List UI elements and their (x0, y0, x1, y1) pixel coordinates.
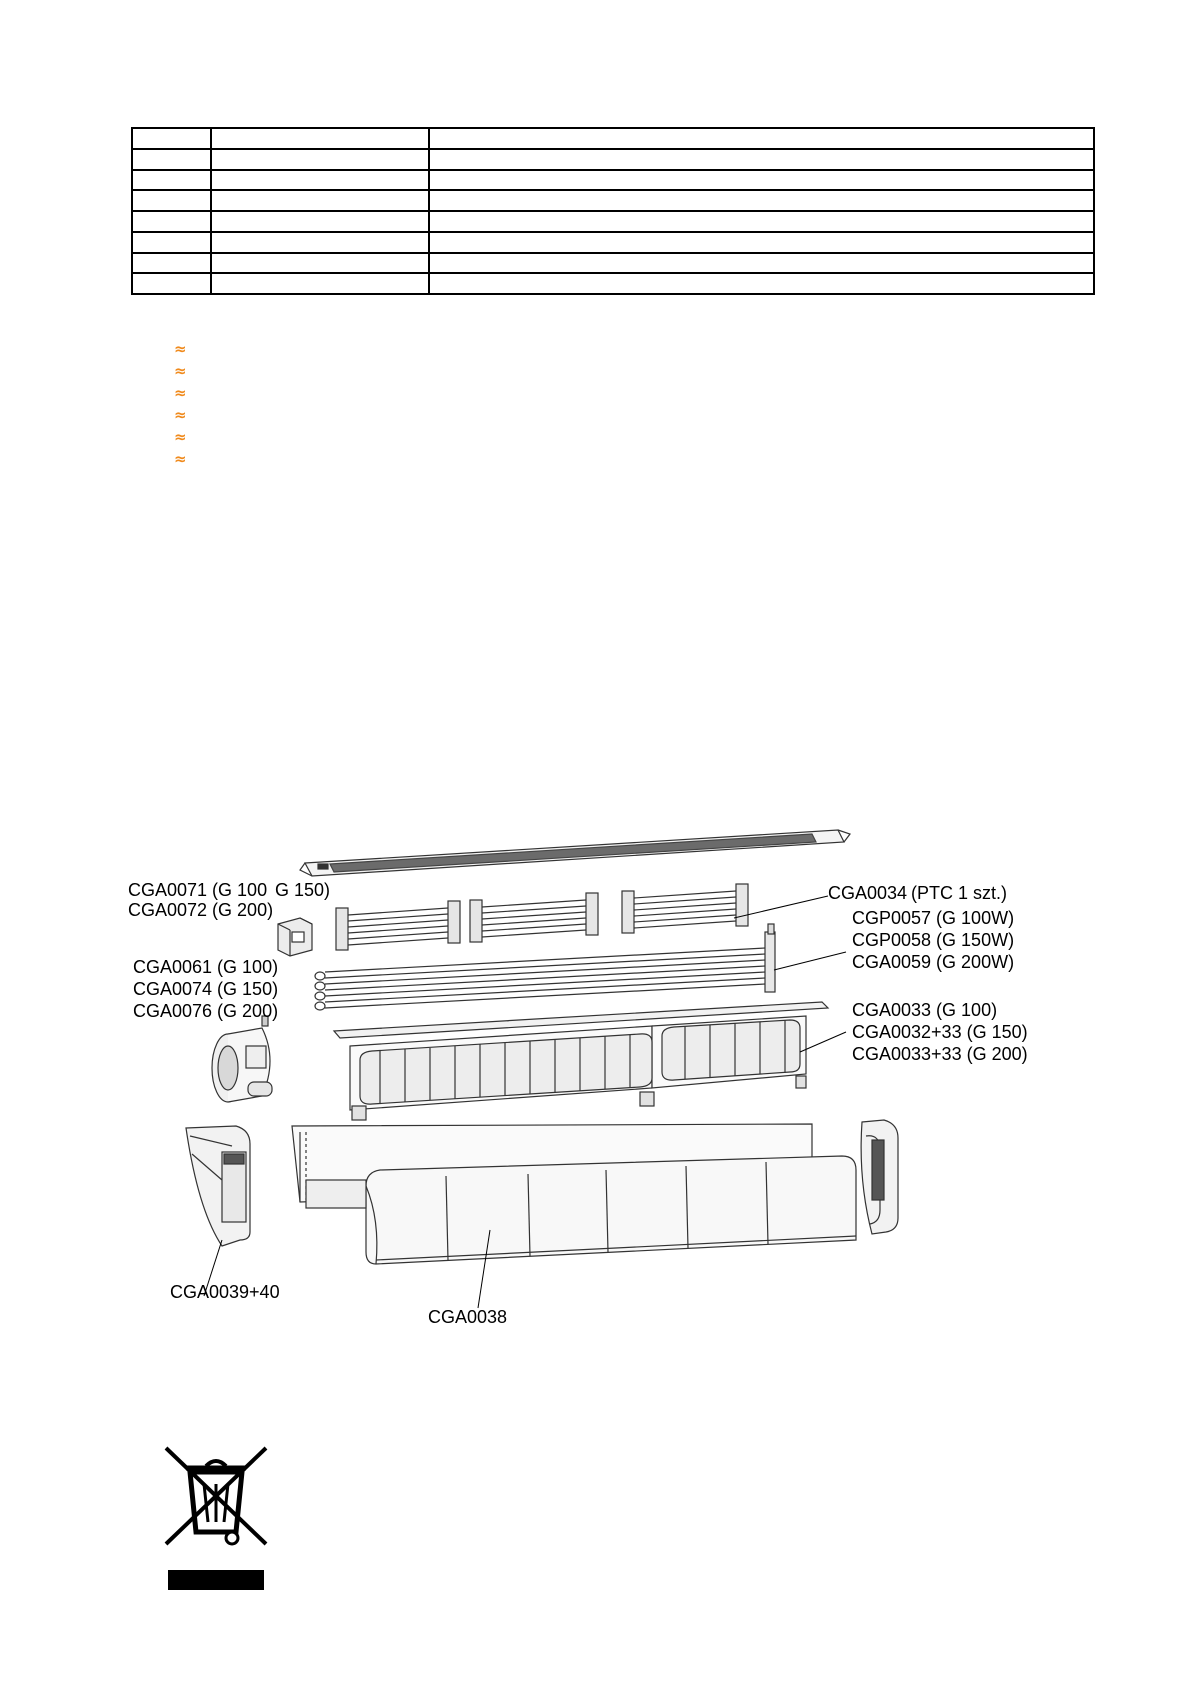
table-row (132, 190, 1094, 211)
label-cga0059: CGA0059 (G 200W) (852, 952, 1015, 972)
table-cell (211, 211, 429, 232)
exploded-parts-diagram (0, 820, 1191, 1340)
label-cga0072: CGA0072 (G 200) (128, 900, 274, 920)
parts-table (131, 127, 1095, 295)
label-cga0033-33: CGA0033+33 (G 200) (852, 1044, 1028, 1064)
heat-wave-icon: ≈ (174, 340, 185, 358)
table-cell (211, 128, 429, 149)
table-cell (429, 149, 1094, 170)
label-cga0039-40: CGA0039+40 (170, 1282, 280, 1302)
list-item (174, 382, 185, 404)
ptc-heater-1 (336, 901, 460, 950)
ptc-heater-2 (470, 893, 598, 942)
label-ptc: (PTC 1 szt.) (911, 883, 1008, 903)
table-cell (132, 149, 211, 170)
heat-wave-icon: ≈ (174, 406, 185, 424)
side-panel-left (186, 1126, 250, 1246)
table-row (132, 211, 1094, 232)
heat-wave-icon: ≈ (174, 362, 185, 380)
table-cell (132, 170, 211, 191)
table-row (132, 273, 1094, 294)
table-cell (132, 190, 211, 211)
table-row (132, 149, 1094, 170)
table-cell (211, 190, 429, 211)
table-cell (132, 273, 211, 294)
label-cgp0057: CGP0057 (G 100W) (852, 908, 1015, 928)
grille-cover (300, 830, 850, 876)
fan-assembly (334, 1002, 828, 1120)
table-cell (211, 273, 429, 294)
table-row (132, 170, 1094, 191)
label-cga0032-33: CGA0032+33 (G 150) (852, 1022, 1028, 1042)
bullet-list (174, 338, 185, 470)
table-cell (211, 232, 429, 253)
list-item (174, 404, 185, 426)
list-item (174, 338, 185, 360)
table-row (132, 232, 1094, 253)
label-cga0033: CGA0033 (G 100) (852, 1000, 998, 1020)
table-cell (132, 128, 211, 149)
table-cell (132, 211, 211, 232)
terminal-block (278, 918, 312, 956)
table-cell (429, 190, 1094, 211)
table-cell (429, 128, 1094, 149)
table-cell (211, 149, 429, 170)
table-row (132, 253, 1094, 274)
table-cell (211, 253, 429, 274)
label-cga0061: CGA0061 (G 100) (133, 957, 279, 977)
list-item (174, 426, 185, 448)
label-cga0038: CGA0038 (428, 1307, 508, 1327)
label-cga0071: CGA0071 (G 100 (128, 880, 268, 900)
list-item (174, 448, 185, 470)
table-cell (429, 273, 1094, 294)
table-cell (429, 232, 1094, 253)
heat-wave-icon: ≈ (174, 450, 185, 468)
heat-wave-icon: ≈ (174, 428, 185, 446)
side-panel-right (861, 1120, 898, 1234)
fan-motor (212, 1016, 272, 1102)
list-item (174, 360, 185, 382)
table-cell (429, 253, 1094, 274)
table-row (132, 128, 1094, 149)
ptc-heater-3 (622, 884, 748, 933)
heat-wave-icon: ≈ (174, 384, 185, 402)
table-cell (132, 232, 211, 253)
label-cga0076: CGA0076 (G 200) (133, 1001, 279, 1021)
crossed-out-wheelie-bin-icon (160, 1444, 272, 1592)
label-cga0074: CGA0074 (G 150) (133, 979, 279, 999)
table-cell (429, 170, 1094, 191)
label-cgp0058: CGP0058 (G 150W) (852, 930, 1015, 950)
table-cell (211, 170, 429, 191)
table-cell (132, 253, 211, 274)
front-casing (306, 1156, 856, 1264)
label-cga0034: CGA0034 (828, 883, 908, 903)
label-g150-a: G 150) (275, 880, 331, 900)
table-cell (429, 211, 1094, 232)
